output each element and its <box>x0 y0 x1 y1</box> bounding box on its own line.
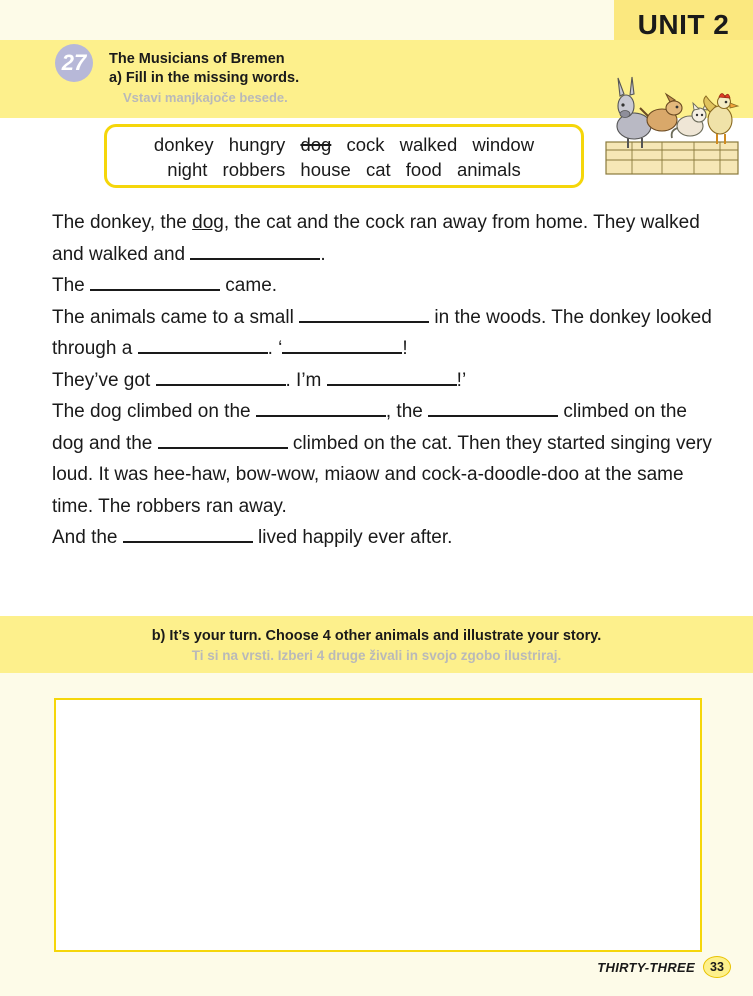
story-text-segment: lived happily ever after. <box>252 527 453 548</box>
footer-label: THIRTY-THREE <box>597 959 695 975</box>
story-line-5 <box>52 396 714 522</box>
word-bank-item[interactable]: night <box>167 159 208 180</box>
word-bank-item[interactable]: food <box>405 159 442 180</box>
answer-blank[interactable] <box>90 272 220 291</box>
word-bank-item[interactable]: robbers <box>222 159 286 180</box>
story-text-segment: They’ve got <box>52 369 156 391</box>
part-b-band <box>0 616 753 673</box>
story-line-4 <box>52 365 714 397</box>
word-bank-item-struck[interactable]: dog <box>300 134 332 155</box>
exercise-title: The Musicians of Bremen <box>109 51 285 67</box>
answer-blank[interactable] <box>327 367 457 386</box>
part-b-instruction: b) It’s your turn. Choose 4 other animals and illustrate your story. <box>151 628 602 644</box>
story-text-segment: !’ <box>456 369 467 391</box>
story-line-1 <box>52 207 714 270</box>
story-text-segment: came. <box>220 275 278 296</box>
story-text-segment: climbed on the cat. Then they started singing very loud. It was hee-haw, bow-wow, miaow and cock-a-doodle-doo at the same time. The robbers ran away. <box>52 432 712 517</box>
story-filled-answer: dog <box>192 212 224 233</box>
story-text-segment: ! <box>402 338 408 359</box>
word-bank-item[interactable]: window <box>472 134 535 155</box>
answer-blank[interactable] <box>158 430 288 449</box>
unit-label: UNIT 2 <box>637 9 730 40</box>
answer-blank[interactable] <box>123 524 253 543</box>
story-line-3 <box>52 302 714 365</box>
word-bank-row-2 <box>162 157 525 182</box>
story-text-segment: . <box>320 243 326 265</box>
story-text-segment: , the <box>385 401 429 422</box>
story-text-segment: in the woods. The donkey looked through a <box>52 306 712 359</box>
part-b-translation: Ti si na vrsti. Izberi 4 druge živali in svojo zgobo ilustriraj. <box>191 648 562 663</box>
word-bank-item[interactable]: donkey <box>153 134 214 155</box>
story-text-segment: And the <box>52 527 123 548</box>
answer-blank[interactable] <box>190 241 320 260</box>
word-bank-item[interactable]: cock <box>346 134 385 155</box>
word-bank-row-1 <box>149 132 539 157</box>
story-text-segment: The animals came to a small <box>52 306 300 328</box>
answer-blank[interactable] <box>299 304 429 323</box>
exercise-header-text <box>109 50 569 107</box>
exercise-number-badge <box>55 44 93 82</box>
exercise-number-label: 27 <box>61 50 87 75</box>
story-text-segment: The <box>52 275 91 296</box>
story-text-segment: . I’m <box>285 369 327 391</box>
word-bank-box <box>104 124 584 188</box>
answer-blank[interactable] <box>256 398 386 417</box>
answer-blank[interactable] <box>282 335 402 354</box>
drawing-area[interactable] <box>54 698 702 952</box>
story-line-6 <box>52 522 714 554</box>
story-text-segment: climbed on the dog and the <box>52 401 687 454</box>
page-number: 33 <box>703 956 731 978</box>
exercise-instruction-a: a) Fill in the missing words. <box>109 70 300 86</box>
story-text-segment: , the cat and the cock ran away from home. They walked and walked and <box>52 212 700 265</box>
answer-blank[interactable] <box>138 335 268 354</box>
word-bank-item[interactable]: hungry <box>228 134 286 155</box>
answer-blank[interactable] <box>428 398 558 417</box>
word-bank-item[interactable]: walked <box>399 134 458 155</box>
story-line-2 <box>52 270 714 302</box>
word-bank-item[interactable]: cat <box>365 159 391 180</box>
story-text-segment: The donkey, the <box>52 212 193 233</box>
answer-blank[interactable] <box>156 367 286 386</box>
word-bank-item[interactable]: animals <box>456 159 521 180</box>
bremen-musicians-illustration <box>598 68 746 178</box>
page-footer <box>597 956 731 978</box>
story-text-segment: . ‘ <box>267 338 283 359</box>
exercise-translation-a: Vstavi manjkajoče besede. <box>123 90 288 105</box>
story-text <box>52 207 714 554</box>
story-text-segment: The dog climbed on the <box>52 401 256 422</box>
word-bank-item[interactable]: house <box>300 159 351 180</box>
